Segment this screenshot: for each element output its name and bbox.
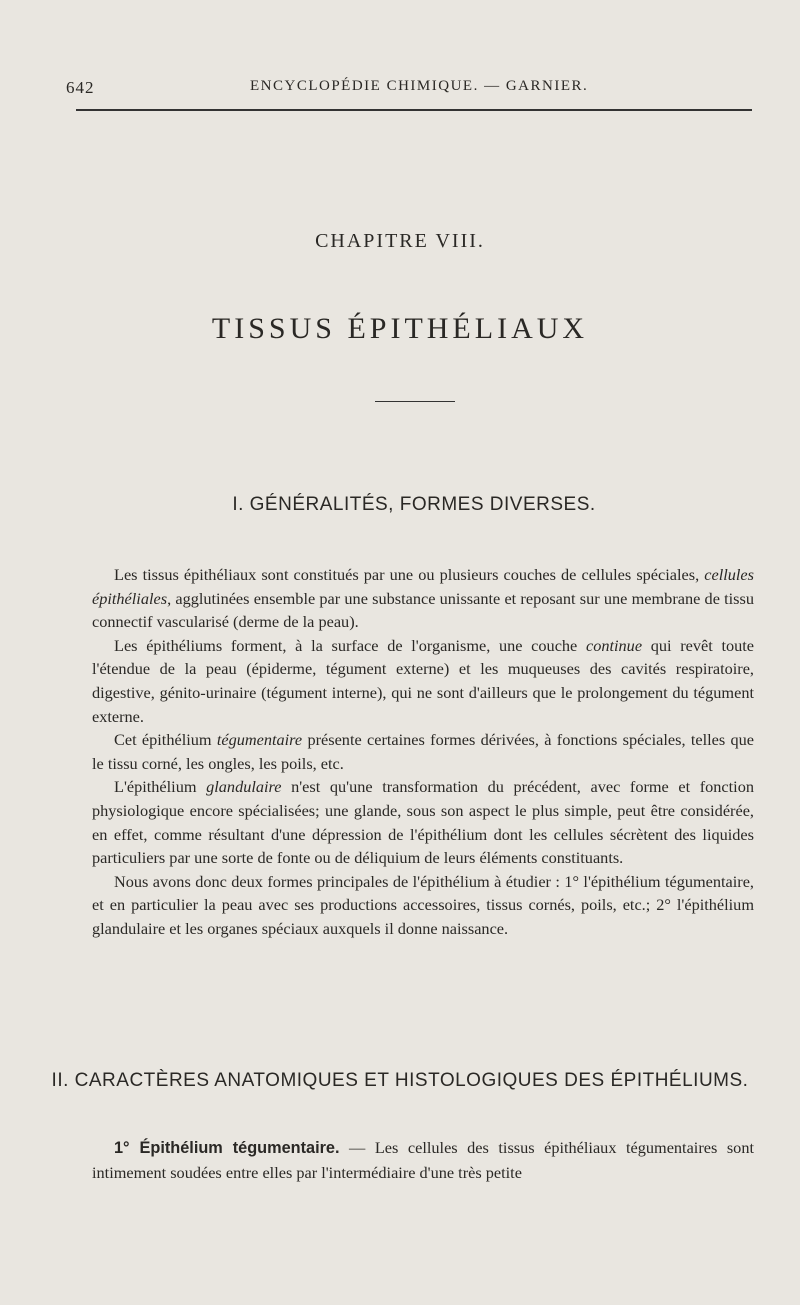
section-body-caracteres [92,1136,754,1184]
emphasis-text: continue [585,635,643,655]
emphasis-text: tégumentaire [216,730,303,750]
running-title: ENCYCLOPÉDIE CHIMIQUE. — GARNIER. [250,78,589,94]
section-heading-generalites: I. GÉNÉRALITÉS, FORMES DIVERSES. [232,494,596,515]
paragraph [92,563,754,634]
paragraph-text: , agglutinées ensemble par une substance unissante et reposant sur une membrane de tissu connectif vascularisé (derme de la peau). [92,588,754,632]
paragraph-text: — Les cellules des tissus épithéliaux tégumentaires sont intimement soudées entre elles par l'intermédiaire d'une très petite [92,1138,754,1182]
paragraph-text: Les tissus épithéliaux sont constitués par une ou plusieurs couches de cellules spéciales, [114,565,705,584]
paragraph [92,775,754,869]
emphasis-text: glandulaire [206,777,282,797]
emphasis-text: cellules épithéliales [92,565,754,608]
title-rule [375,401,455,402]
paragraph-text: Cet épithélium [114,730,217,750]
item-lead: 1° Épithélium tégumentaire. [114,1139,340,1157]
section-heading-caracteres: II. CARACTÈRES ANATOMIQUES ET HISTOLOGIQUES DES ÉPITHÉLIUMS. [51,1070,749,1091]
running-head [0,78,800,98]
paragraph-text: qui revêt toute l'étendue de la peau (épiderme, tégument externe) et les muqueuses des cavités respiratoire, digestive, génito-urinaire (tégument interne), qui ne sont d'ailleurs que le prolongement du tégument externe. [92,635,755,726]
page-number: 642 [66,78,95,97]
paragraph [92,870,754,941]
section-body-generalites [92,563,754,941]
paragraph [92,634,754,728]
chapter-label: CHAPITRE VIII. [315,230,485,252]
chapter-title: TISSUS ÉPITHÉLIAUX [211,312,589,345]
paragraph-text: n'est qu'une transformation du précédent, avec forme et fonction physiologique encore spécialisées; une glande, sous son aspect le plus simple, peut être considérée, en effet, comme résultant d'une dépression de l'épithélium dont les cellules sécrètent des liquides particuliers par une sorte de fonte ou de déliquium de leurs éléments constituants. [92,777,754,868]
paragraph-text: présente certaines formes dérivées, à fonctions spéciales, telles que le tissu corné, les ongles, les poils, etc. [92,730,754,773]
paragraph [92,1136,754,1184]
paragraph-text: L'épithélium [114,777,207,797]
header-rule [76,109,752,111]
paragraph-text: Nous avons donc deux formes principales de l'épithélium à étudier : 1° l'épithélium tégumentaire, et en particulier la peau avec ses productions accessoires, tissus cornés, poils, etc.; 2° l'épithélium glandulaire et les organes spéciaux auxquels il donne naissance. [92,871,754,938]
paragraph-text: Les épithéliums forment, à la surface de l'organisme, une couche [114,635,586,655]
paragraph [92,728,754,775]
